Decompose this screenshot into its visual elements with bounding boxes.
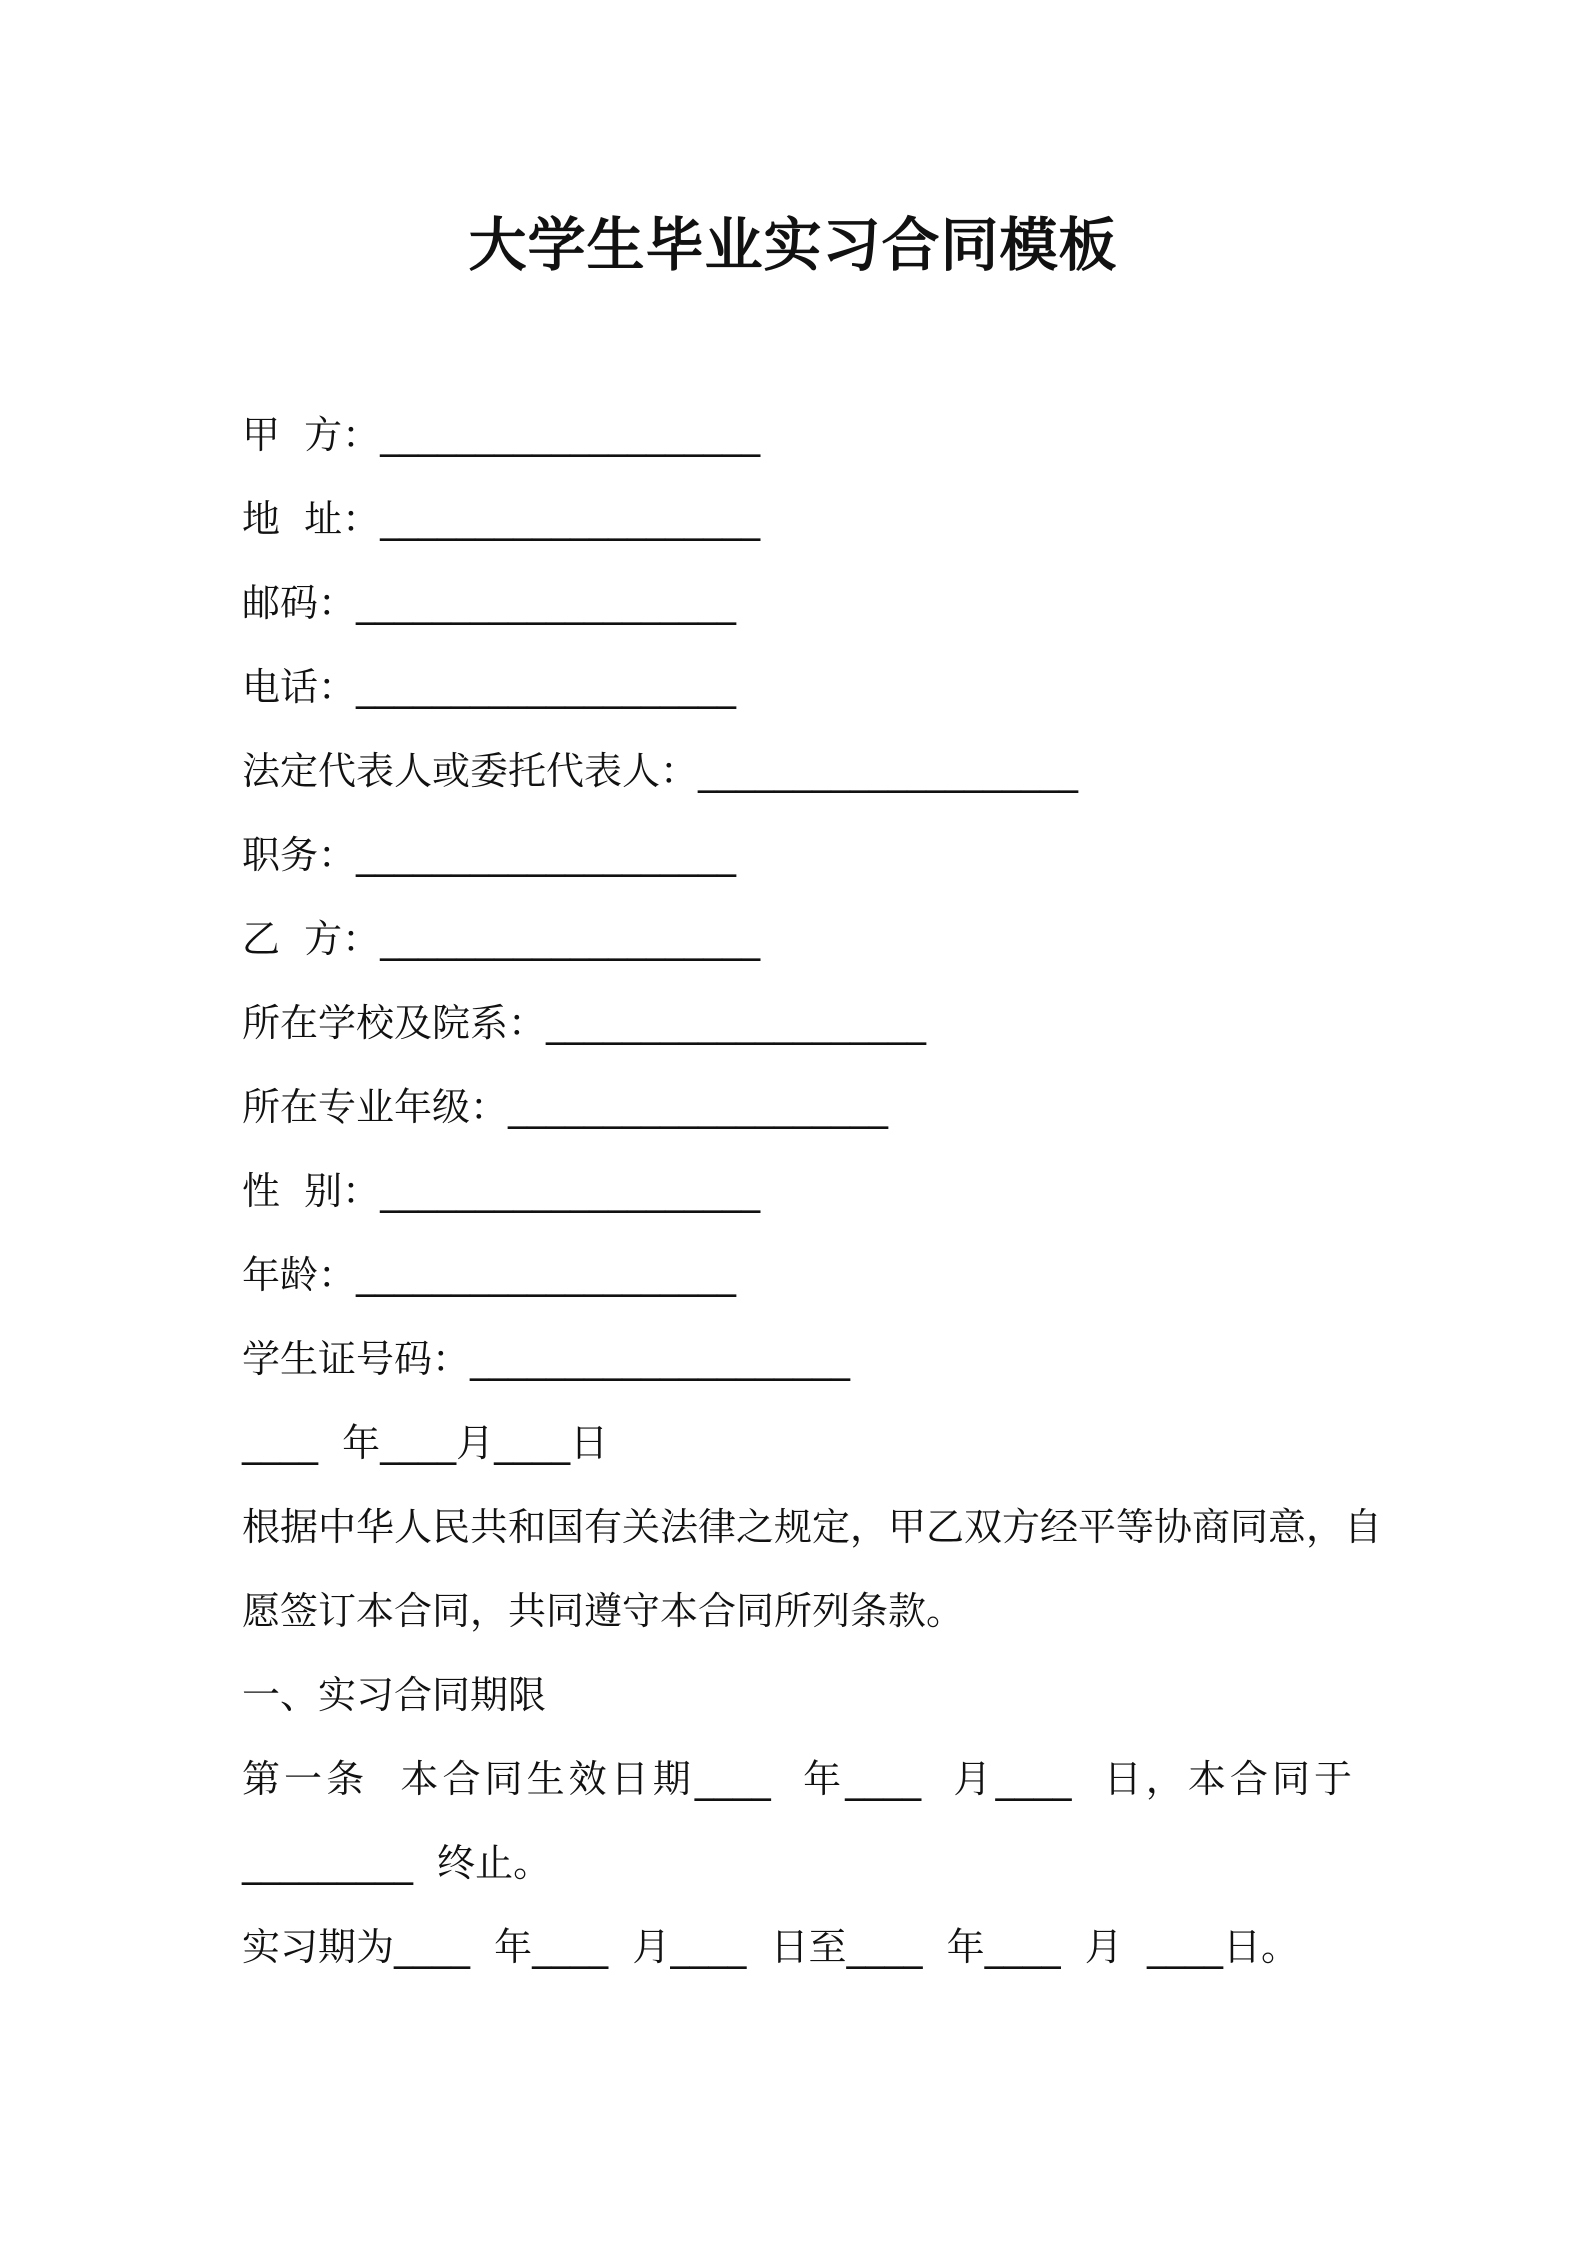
section-heading: 一、实习合同期限 [242, 1673, 547, 1717]
major-field: 所在专业年级：____________________ [242, 1085, 889, 1129]
gender-field: 性 别：____________________ [242, 1169, 761, 1213]
student-id-field: 学生证号码：____________________ [242, 1337, 851, 1381]
school-field: 所在学校及院系：____________________ [242, 1001, 927, 1045]
legal-representative-field: 法定代表人或委托代表人：____________________ [242, 749, 1079, 793]
date-field: ____ 年____月____日 [242, 1421, 609, 1465]
position-field: 职务：____________________ [242, 833, 737, 877]
party-b-field: 乙 方：____________________ [242, 917, 761, 961]
document-title: 大学生毕业实习合同模板 [468, 211, 1118, 279]
party-a-field: 甲 方：____________________ [242, 413, 761, 457]
preamble-line-1: 根据中华人民共和国有关法律之规定，甲乙双方经平等协商同意，自 [242, 1505, 1383, 1549]
preamble-line-2: 愿签订本合同，共同遵守本合同所列条款。 [242, 1589, 965, 1633]
article-1-line-1: 第一条 本合同生效日期____ 年____ 月____ 日，本合同于 [242, 1757, 1352, 1801]
postcode-field: 邮码：____________________ [242, 581, 737, 625]
age-field: 年龄：____________________ [242, 1253, 737, 1297]
address-field: 地 址：____________________ [242, 497, 761, 541]
article-1-line-2: _________ 终止。 [242, 1841, 552, 1885]
phone-field: 电话：____________________ [242, 665, 737, 709]
internship-period: 实习期为____ 年____ 月____ 日至____ 年____ 月 ____日。 [242, 1925, 1299, 1969]
